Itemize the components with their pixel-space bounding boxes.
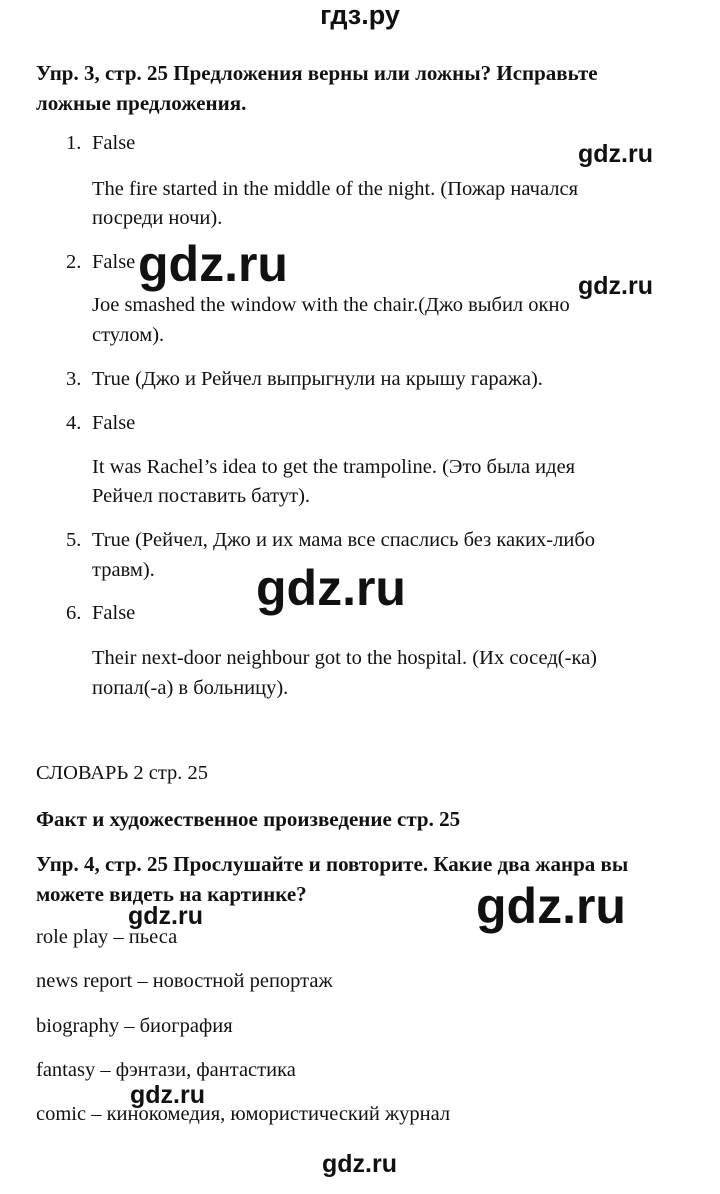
vocabulary-label: СЛОВАРЬ 2 стр. 25 bbox=[36, 762, 209, 784]
list-item-answer: False bbox=[92, 251, 136, 273]
list-item-answer: True (Джо и Рейчел выпрыгнули на крышу гаража). bbox=[92, 368, 543, 390]
watermark: gdz.ru bbox=[578, 140, 653, 168]
exercise4-title-line2: можете видеть на картинке? bbox=[36, 882, 307, 906]
term-item: fantasy – фэнтази, фантастика bbox=[36, 1059, 296, 1081]
site-header: гдз.ру bbox=[320, 0, 400, 30]
list-item-6-note-line1: Their next-door neighbour got to the hospital. (Их сосед(-ка) bbox=[92, 647, 598, 669]
list-item-6-note-line2: попал(-а) в больницу). bbox=[92, 677, 289, 699]
term-item: comic – кинокомедия, юмористический журнал bbox=[36, 1103, 451, 1125]
watermark: gdz.ru bbox=[476, 878, 626, 934]
list-item-number: 3. bbox=[66, 368, 82, 390]
list-item-1-note-line1: The fire started in the middle of the night. (Пожар начался bbox=[92, 178, 579, 200]
list-item-answer: False bbox=[92, 412, 136, 434]
exercise4-title-line1: Упр. 4, стр. 25 Прослушайте и повторите. Какие два жанра вы bbox=[36, 852, 629, 876]
list-item-answer: False bbox=[92, 132, 136, 154]
term-item: news report – новостной репортаж bbox=[36, 970, 333, 992]
list-item-4 bbox=[66, 408, 135, 439]
list-item-1-note-line2: посреди ночи). bbox=[92, 207, 223, 229]
section-title: Факт и художественное произведение стр. 25 bbox=[36, 807, 461, 831]
list-item-2-note-line2: стулом). bbox=[92, 324, 165, 346]
list-item-5-answer-line2: травм). bbox=[92, 559, 155, 581]
list-item-number: 2. bbox=[66, 251, 82, 273]
term-item: biography – биография bbox=[36, 1015, 233, 1037]
watermark: gdz.ru bbox=[578, 272, 653, 300]
exercise3-title-line1: Упр. 3, стр. 25 Предложения верны или ложны? Исправьте bbox=[36, 61, 598, 85]
watermark: gdz.ru bbox=[322, 1150, 397, 1178]
list-item-answer: True (Рейчел, Джо и их мама все спаслись без каких-либо bbox=[92, 529, 596, 551]
list-item-number: 5. bbox=[66, 529, 82, 551]
list-item-5 bbox=[66, 525, 595, 556]
list-item-3 bbox=[66, 364, 543, 395]
list-item-2 bbox=[66, 247, 135, 278]
exercise3-title-line2: ложные предложения. bbox=[36, 91, 247, 115]
list-item-4-note-line1: It was Rachel’s idea to get the trampoline. (Это была идея bbox=[92, 456, 576, 478]
list-item-4-note-line2: Рейчел поставить батут). bbox=[92, 485, 311, 507]
watermark: gdz.ru bbox=[138, 236, 288, 292]
list-item-number: 1. bbox=[66, 132, 82, 154]
watermark: gdz.ru bbox=[130, 1081, 205, 1109]
watermark: gdz.ru bbox=[256, 560, 406, 616]
list-item-1 bbox=[66, 128, 135, 159]
list-item-answer: False bbox=[92, 602, 136, 624]
list-item-number: 4. bbox=[66, 412, 82, 434]
list-item-6 bbox=[66, 598, 135, 629]
list-item-number: 6. bbox=[66, 602, 82, 624]
list-item-2-note-line1: Joe smashed the window with the chair.(Джо выбил окно bbox=[92, 294, 570, 316]
term-item: role play – пьеса bbox=[36, 926, 178, 948]
watermark: gdz.ru bbox=[128, 902, 203, 930]
